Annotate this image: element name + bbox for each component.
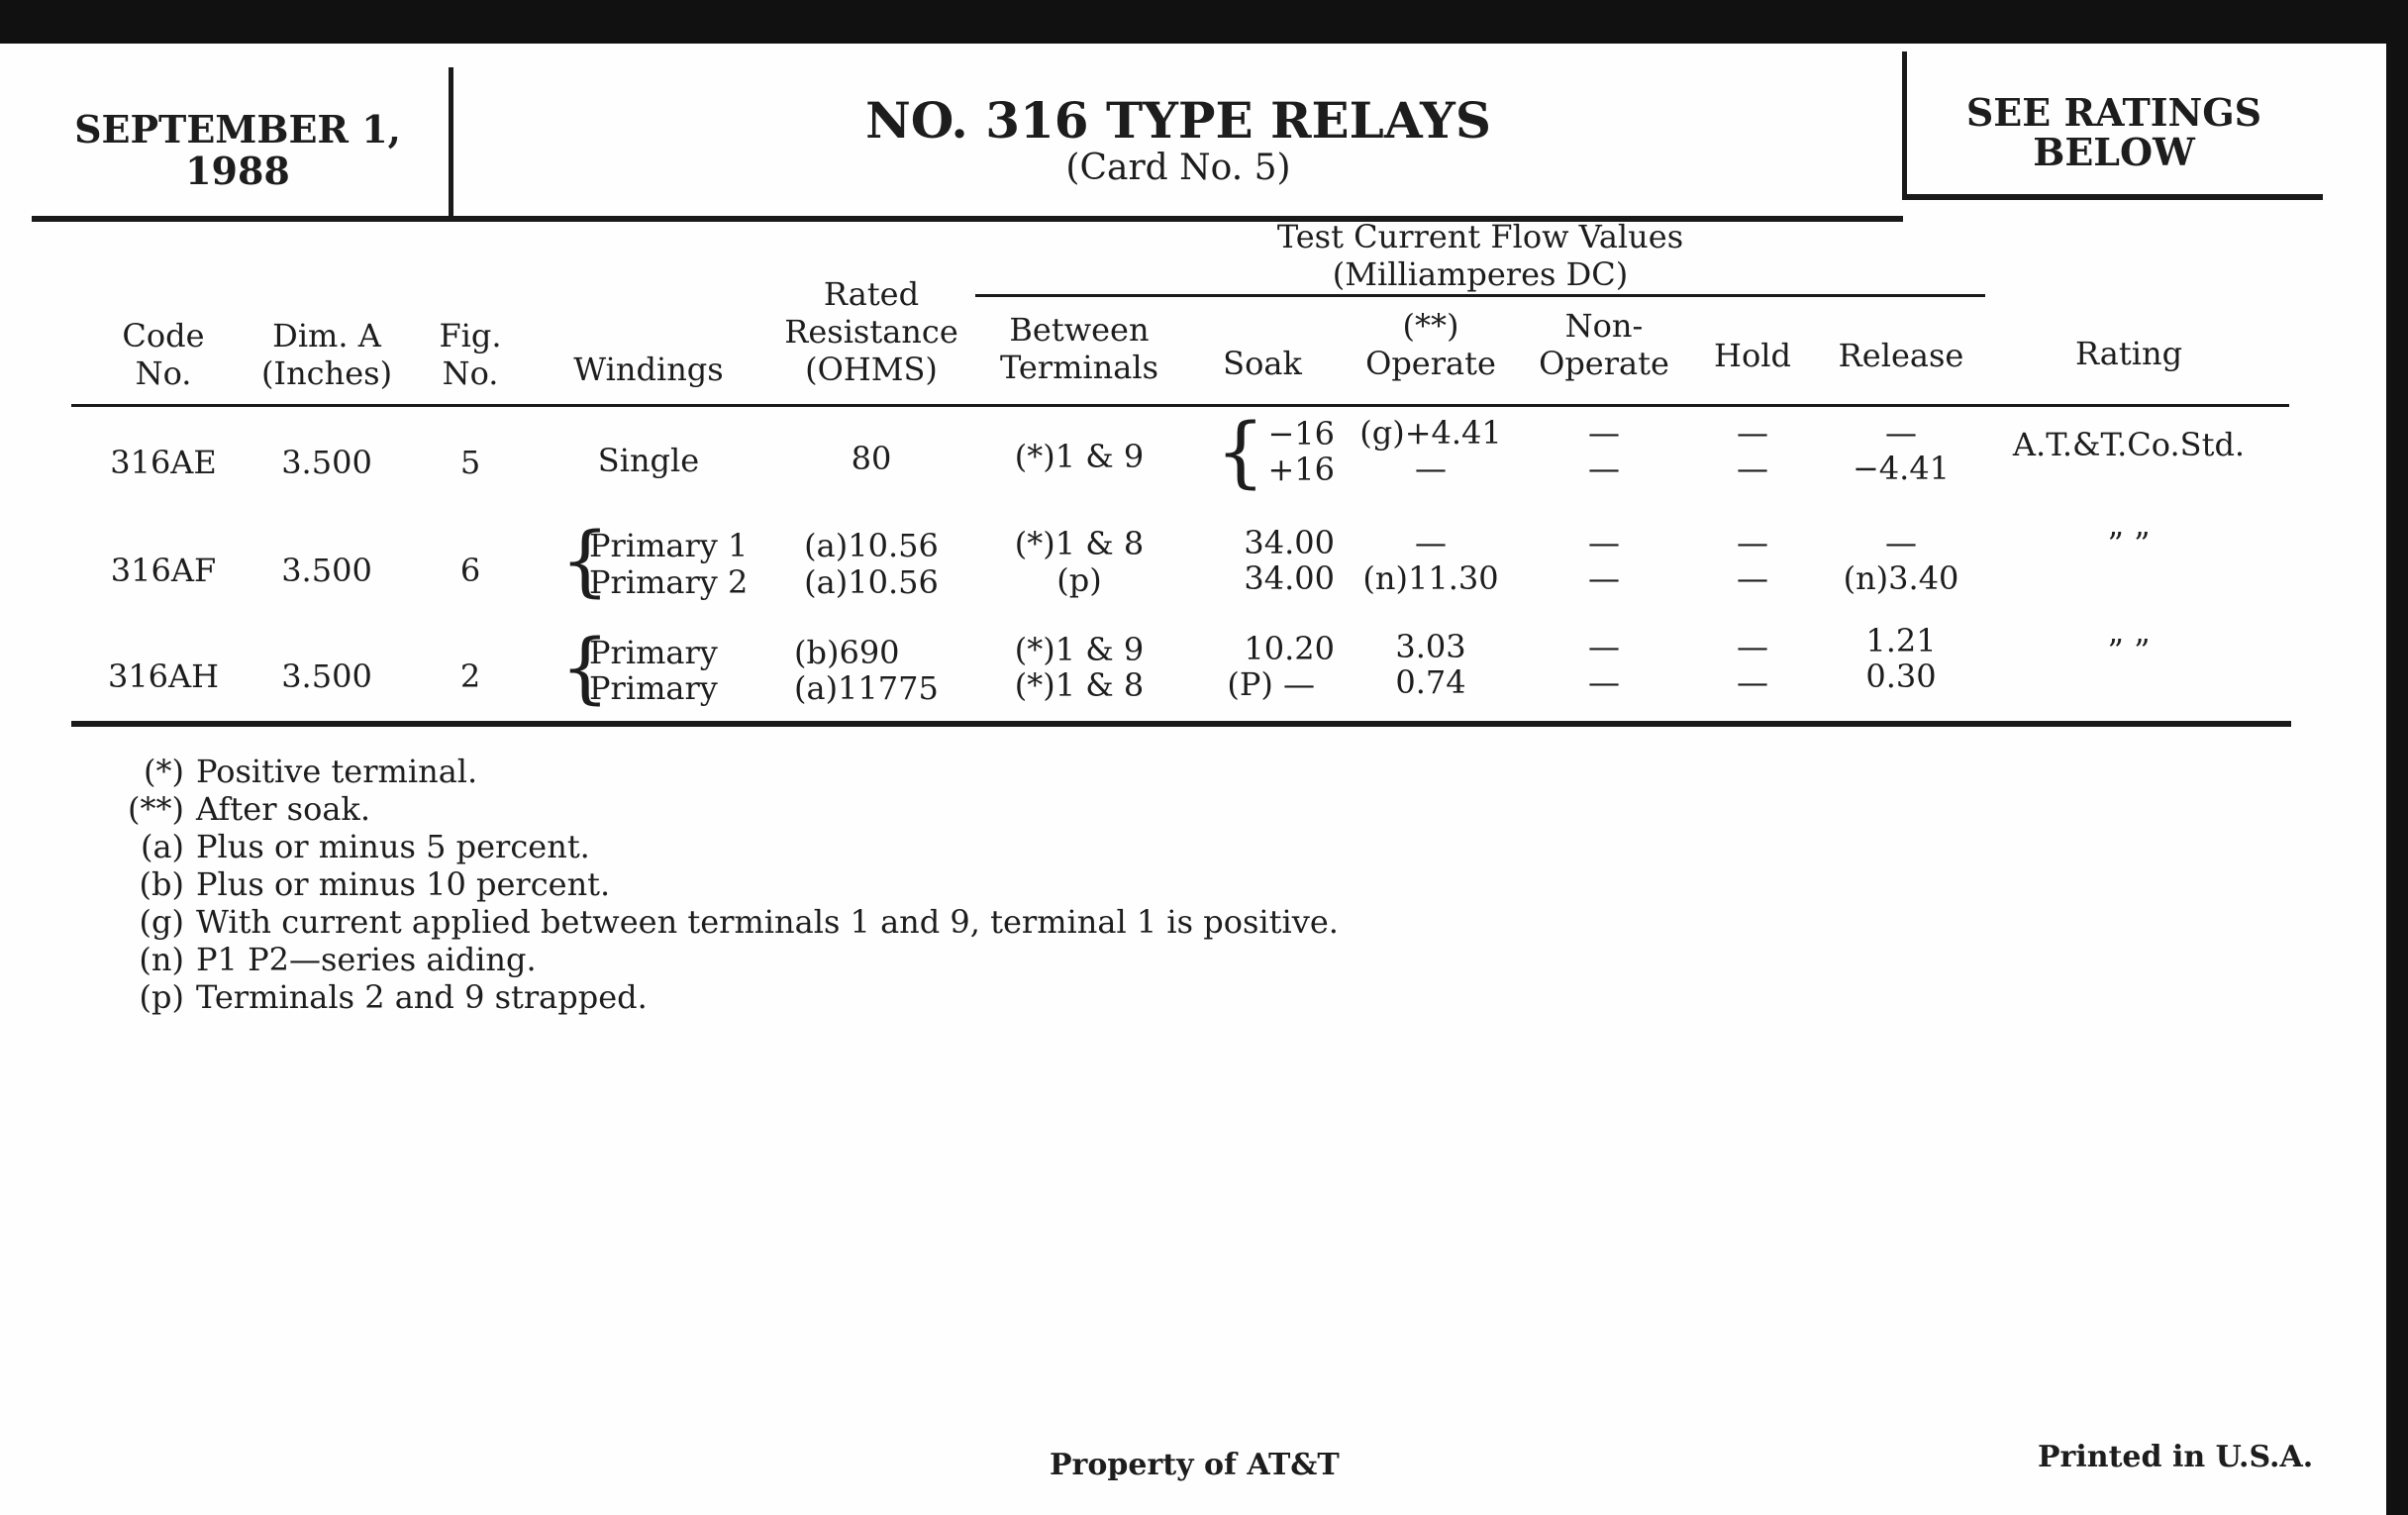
row-316ah-fig: 2 bbox=[459, 657, 481, 695]
row-316ah-release-1: 1.21 bbox=[1865, 622, 1937, 659]
row-316af-windings-2: Primary 2 bbox=[589, 563, 749, 601]
row-316ah-operate-1: 3.03 bbox=[1395, 628, 1466, 665]
header-non-operate: Non- Operate bbox=[1539, 307, 1669, 382]
row-316ah-release-2: 0.30 bbox=[1865, 657, 1937, 695]
group-header-unit: (Milliamperes DC) bbox=[1332, 255, 1629, 293]
footnote-key: (p) bbox=[139, 978, 184, 1016]
row-316ae-non-operate-1: — bbox=[1588, 414, 1620, 452]
row-316ah-between-2: (*)1 & 8 bbox=[1014, 666, 1145, 704]
row-316ah-between-1: (*)1 & 9 bbox=[1014, 631, 1145, 668]
row-316af-resistance-2: (a)10.56 bbox=[804, 563, 939, 601]
footnote-row bbox=[109, 828, 1339, 865]
header-divider-left bbox=[449, 67, 453, 216]
row-316ae-hold-1: — bbox=[1737, 414, 1768, 452]
row-316ah-windings-1: Primary bbox=[589, 634, 718, 671]
footnote-row bbox=[109, 865, 1339, 903]
header-date: SEPTEMBER 1, 1988 bbox=[74, 107, 401, 193]
row-316ae-resistance: 80 bbox=[851, 440, 892, 477]
row-316ah-non-operate-2: — bbox=[1588, 663, 1620, 701]
row-316af-code: 316AF bbox=[110, 552, 217, 589]
row-316ae-dim: 3.500 bbox=[281, 444, 372, 481]
row-316ae-rating: A.T.&T.Co.Std. bbox=[2012, 426, 2246, 463]
operate-label: Operate bbox=[1365, 345, 1496, 382]
footnote-text: Plus or minus 5 percent. bbox=[196, 828, 590, 865]
header-rating: Rating bbox=[2074, 335, 2183, 372]
header-ratings-note: SEE RATINGS BELOW bbox=[1965, 90, 2262, 174]
row-316ah-hold-2: — bbox=[1737, 663, 1768, 701]
row-316ah-resistance-1: (b)690 bbox=[794, 634, 900, 671]
header-fig: Fig. No. bbox=[439, 317, 502, 392]
row-316ae-release-2: −4.41 bbox=[1852, 450, 1951, 487]
header-windings: Windings bbox=[573, 351, 724, 388]
footnote-row bbox=[109, 753, 1339, 790]
row-316af-rating: ” ” bbox=[2107, 525, 2151, 562]
column-header-rule bbox=[71, 404, 2289, 407]
row-316ah-code: 316AH bbox=[107, 657, 220, 695]
footnote-row bbox=[109, 790, 1339, 828]
footnote-text: Positive terminal. bbox=[196, 753, 478, 790]
row-316af-hold-1: — bbox=[1737, 524, 1768, 561]
footnote-key: (n) bbox=[139, 941, 184, 978]
row-316af-between-1: (*)1 & 8 bbox=[1014, 525, 1145, 562]
row-316af-fig: 6 bbox=[459, 552, 481, 589]
footnote-text: Terminals 2 and 9 strapped. bbox=[196, 978, 648, 1016]
footnote-key: (b) bbox=[139, 865, 184, 903]
footnote-row bbox=[109, 903, 1339, 941]
row-316ah-non-operate-1: — bbox=[1588, 628, 1620, 665]
row-316ae-between: (*)1 & 9 bbox=[1014, 438, 1145, 475]
row-316af-non-operate-2: — bbox=[1588, 559, 1620, 597]
row-316ae-fig: 5 bbox=[459, 444, 481, 481]
row-316af-release-2: (n)3.40 bbox=[1843, 559, 1959, 597]
footnotes bbox=[109, 753, 1339, 1016]
row-316af-operate-1: — bbox=[1415, 524, 1447, 561]
header-title-block bbox=[465, 93, 1891, 188]
row-316ah-hold-1: — bbox=[1737, 628, 1768, 665]
row-316ah-dim: 3.500 bbox=[281, 657, 372, 695]
row-316af-between-2: (p) bbox=[1056, 561, 1102, 599]
row-316ae-soak-brace: { bbox=[1216, 408, 1265, 497]
row-316af-operate-2: (n)11.30 bbox=[1362, 559, 1499, 597]
row-316ah-resistance-2: (a)11775 bbox=[794, 669, 939, 707]
row-316ae-hold-2: — bbox=[1737, 450, 1768, 487]
row-316ae-non-operate-2: — bbox=[1588, 450, 1620, 487]
scan-top-border bbox=[0, 0, 2408, 44]
footnote-row bbox=[109, 978, 1339, 1016]
row-316af-dim: 3.500 bbox=[281, 552, 372, 589]
footnote-key: (g) bbox=[139, 903, 184, 941]
header-soak: Soak bbox=[1223, 345, 1302, 382]
header-rule-right bbox=[1902, 194, 2323, 200]
scan-right-border bbox=[2386, 0, 2408, 1515]
row-316af-resistance-1: (a)10.56 bbox=[804, 527, 939, 564]
row-316ae-operate-2: — bbox=[1415, 450, 1447, 487]
page-title: NO. 316 TYPE RELAYS bbox=[865, 91, 1491, 150]
row-316af-non-operate-1: — bbox=[1588, 524, 1620, 561]
row-316ah-operate-2: 0.74 bbox=[1395, 663, 1466, 701]
header-dim: Dim. A (Inches) bbox=[260, 317, 393, 392]
row-316ah-windings-brace: { bbox=[560, 624, 610, 713]
operate-mark: (**) bbox=[1402, 307, 1459, 345]
header-code: Code No. bbox=[122, 317, 205, 392]
row-316ae-soak-2: +16 bbox=[1267, 451, 1335, 488]
header-divider-right bbox=[1902, 51, 1907, 200]
row-316ae-code: 316AE bbox=[110, 444, 217, 481]
group-header-title: Test Current Flow Values bbox=[1276, 218, 1684, 255]
row-316af-soak-2: 34.00 bbox=[1244, 559, 1335, 597]
header-resistance: Rated Resistance (OHMS) bbox=[784, 275, 958, 388]
row-316af-hold-2: — bbox=[1737, 559, 1768, 597]
footer-property: Property of AT&T bbox=[1050, 1448, 1340, 1482]
footnote-row bbox=[109, 941, 1339, 978]
table-bottom-rule bbox=[71, 721, 2291, 727]
header-between: Between Terminals bbox=[999, 311, 1158, 386]
footnote-text: Plus or minus 10 percent. bbox=[196, 865, 611, 903]
footnote-key: (a) bbox=[140, 828, 184, 865]
header-operate bbox=[1347, 307, 1515, 382]
row-316af-release-1: — bbox=[1885, 524, 1917, 561]
row-316af-windings-1: Primary 1 bbox=[589, 527, 749, 564]
group-header-rule bbox=[975, 294, 1985, 297]
row-316ae-windings: Single bbox=[597, 442, 700, 479]
header-release: Release bbox=[1838, 337, 1964, 374]
row-316ae-soak-1: −16 bbox=[1267, 415, 1335, 453]
row-316ae-release-1: — bbox=[1885, 414, 1917, 452]
row-316ah-soak-2: (P) — bbox=[1227, 665, 1315, 703]
footer-printed: Printed in U.S.A. bbox=[2038, 1440, 2314, 1474]
footnote-text: After soak. bbox=[196, 790, 370, 828]
footnote-text: With current applied between terminals 1 and 9, terminal 1 is positive. bbox=[196, 903, 1339, 941]
row-316af-windings-brace: { bbox=[560, 517, 610, 606]
row-316ae-operate-1: (g)+4.41 bbox=[1359, 414, 1502, 452]
group-header bbox=[990, 218, 1970, 293]
header-hold: Hold bbox=[1714, 337, 1791, 374]
footnote-key: (*) bbox=[144, 753, 184, 790]
row-316ah-soak-1: 10.20 bbox=[1244, 630, 1335, 667]
card-number: (Card No. 5) bbox=[1065, 148, 1291, 188]
footnote-text: P1 P2—series aiding. bbox=[196, 941, 537, 978]
row-316ah-rating: ” ” bbox=[2107, 632, 2151, 669]
row-316af-soak-1: 34.00 bbox=[1244, 524, 1335, 561]
footnote-key: (**) bbox=[128, 790, 184, 828]
row-316ah-windings-2: Primary bbox=[589, 669, 718, 707]
